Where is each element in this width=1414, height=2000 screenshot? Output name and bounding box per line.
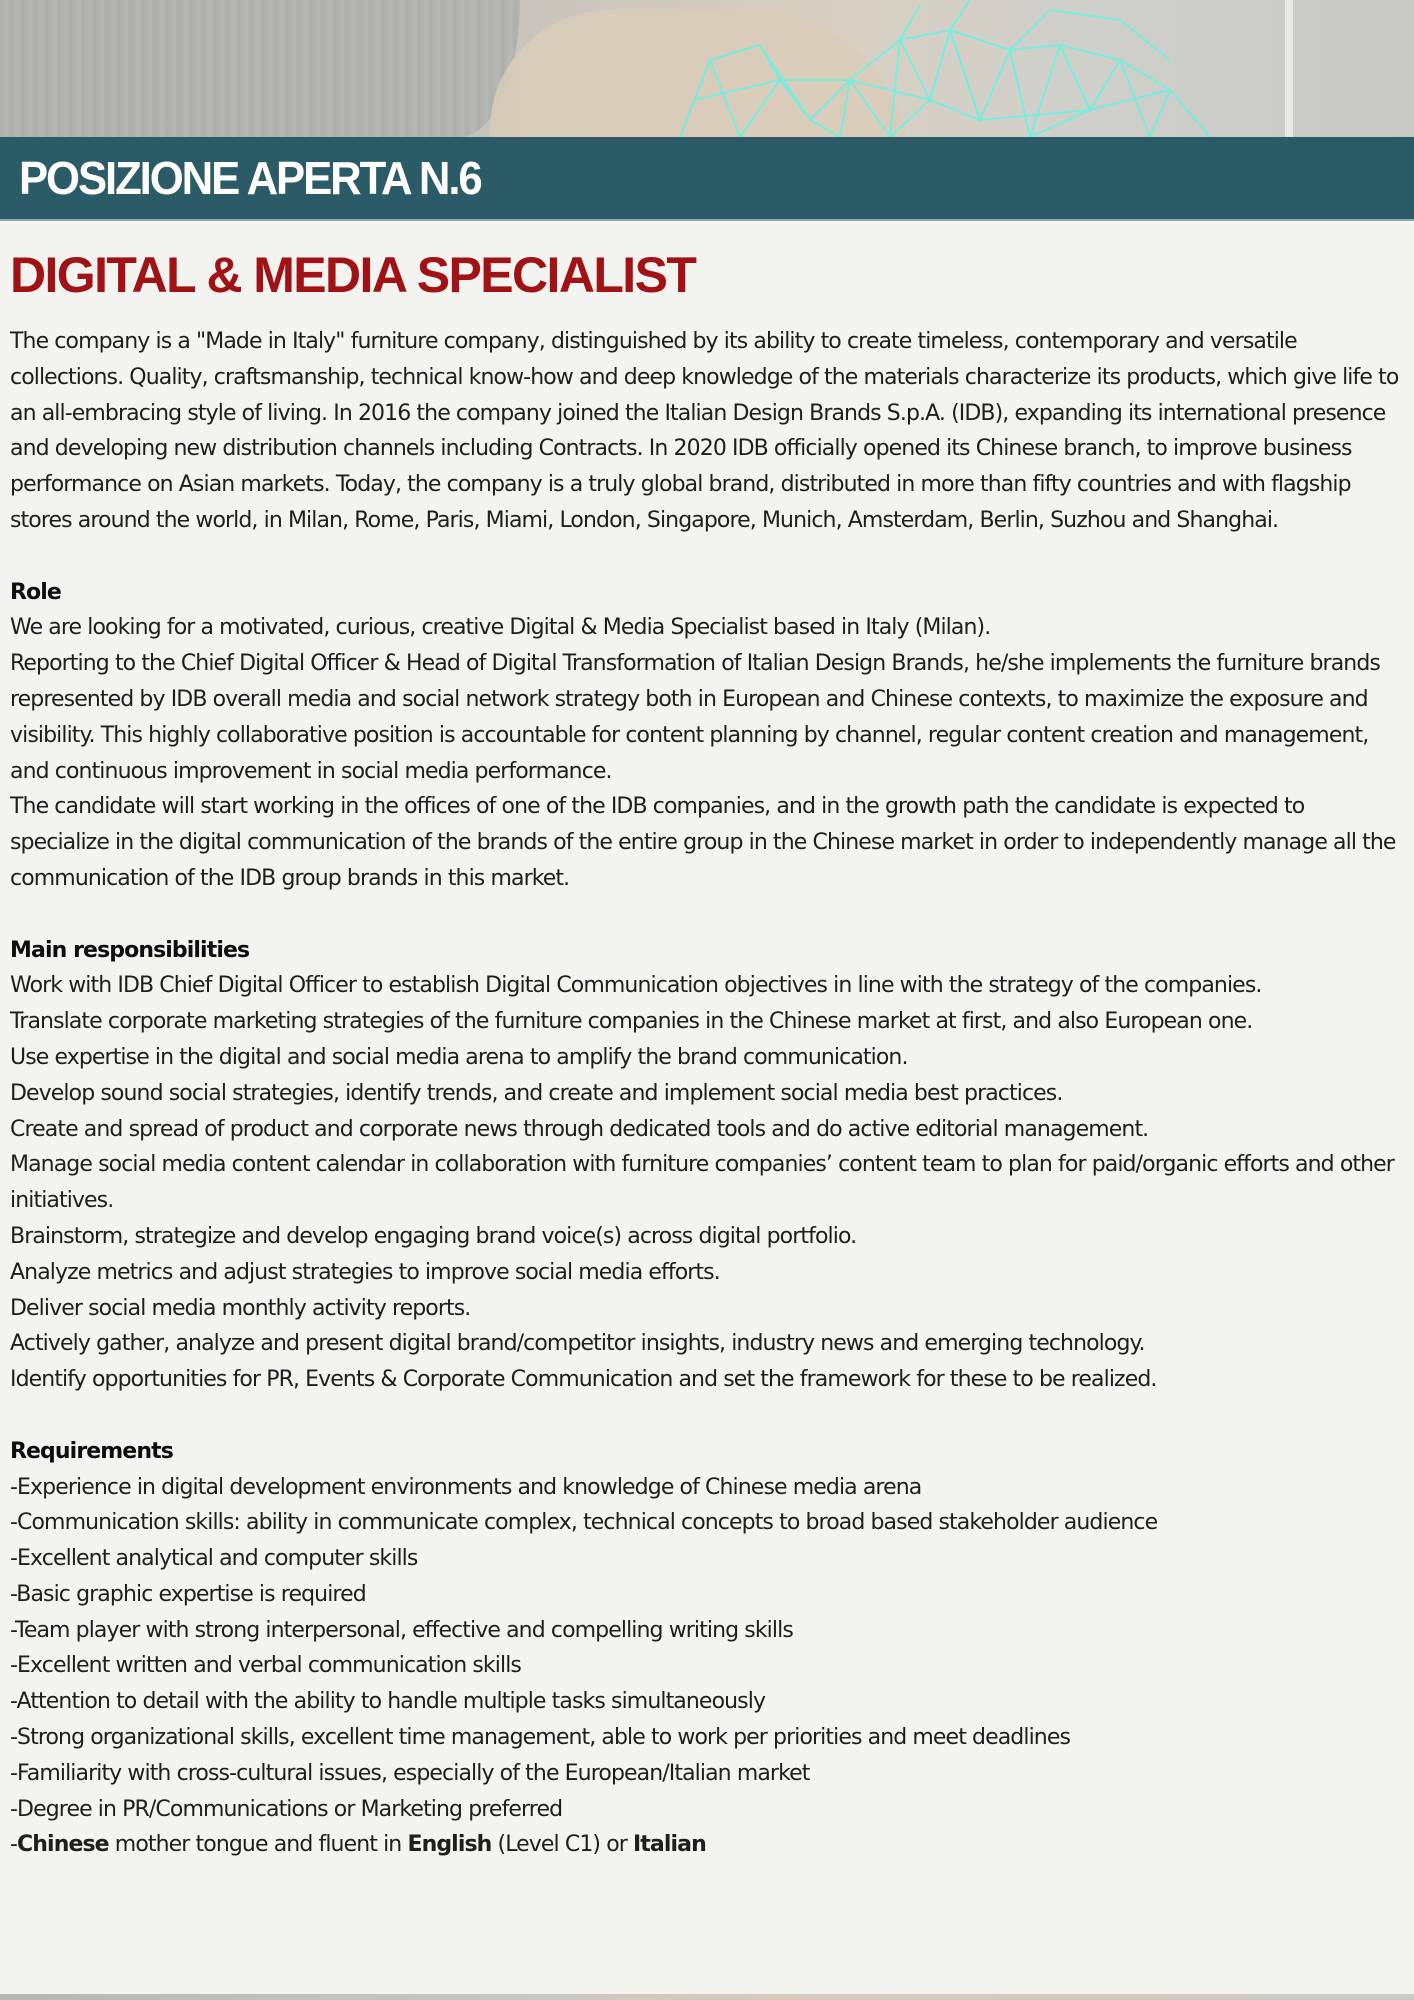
requirements-heading: Requirements bbox=[10, 1438, 173, 1464]
hero-image bbox=[0, 0, 1414, 137]
requirement-item: -Strong organizational skills, excellent time management, able to work per priorities and meet deadlines bbox=[10, 1725, 1071, 1751]
responsibilities-heading: Main responsibilities bbox=[10, 937, 250, 963]
responsibility-item: Develop sound social strategies, identify trends, and create and implement social media best practices. bbox=[10, 1080, 1063, 1106]
responsibility-item: Use expertise in the digital and social media arena to amplify the brand communication. bbox=[10, 1044, 908, 1070]
dash: - bbox=[10, 1832, 18, 1858]
requirement-item: -Degree in PR/Communications or Marketing preferred bbox=[10, 1796, 563, 1822]
role-line: We are looking for a motivated, curious, creative Digital & Media Specialist based in Italy (Milan). bbox=[10, 615, 991, 641]
requirement-item: -Attention to detail with the ability to handle multiple tasks simultaneously bbox=[10, 1689, 766, 1715]
role-heading: Role bbox=[10, 579, 61, 605]
banner-title: POSIZIONE APERTA N.6 bbox=[19, 152, 481, 204]
responsibility-item: Brainstorm, strategize and develop engaging brand voice(s) across digital portfolio. bbox=[10, 1223, 857, 1249]
job-title: DIGITAL & MEDIA SPECIALIST bbox=[10, 247, 696, 303]
footer-image-strip bbox=[0, 1994, 1414, 2000]
responsibility-item: Manage social media content calendar in collaboration with furniture companies’ content team to plan for paid/organic efforts and other initiatives. bbox=[10, 1152, 1394, 1214]
sweater-sleeve bbox=[0, 0, 520, 137]
responsibility-item: Work with IDB Chief Digital Officer to establish Digital Communication objectives in line with the strategy of the companies. bbox=[10, 973, 1262, 999]
requirement-item: -Excellent written and verbal communication skills bbox=[10, 1653, 521, 1679]
responsibility-item: Analyze metrics and adjust strategies to improve social media efforts. bbox=[10, 1259, 720, 1285]
requirement-item: -Excellent analytical and computer skills bbox=[10, 1546, 418, 1572]
requirement-item: -Team player with strong interpersonal, effective and compelling writing skills bbox=[10, 1617, 793, 1643]
requirement-item: -Familiarity with cross-cultural issues, especially of the European/Italian market bbox=[10, 1760, 810, 1786]
language-chinese: Chinese bbox=[17, 1832, 109, 1858]
digital-mesh-icon bbox=[650, 0, 1270, 137]
language-italian: Italian bbox=[633, 1832, 706, 1858]
role-line: The candidate will start working in the offices of one of the IDB companies, and in the growth path the candidate is expected to specialize in the digital communication of the brands of the entire group in the Chinese market in order to independently manage all the communication of the IDB group brands in this market. bbox=[10, 794, 1396, 891]
requirement-item: -Basic graphic expertise is required bbox=[10, 1581, 366, 1607]
responsibility-item: Create and spread of product and corporate news through dedicated tools and do active editorial management. bbox=[10, 1116, 1149, 1142]
language-text: mother tongue and fluent in bbox=[108, 1832, 408, 1858]
job-description bbox=[10, 324, 1406, 1863]
requirement-item: -Communication skills: ability in communicate complex, technical concepts to broad based stakeholder audience bbox=[10, 1510, 1158, 1536]
device-frame bbox=[1285, 0, 1293, 137]
responsibility-item: Translate corporate marketing strategies of the furniture companies in the Chinese market at first, and also European one. bbox=[10, 1009, 1253, 1035]
language-english: English bbox=[407, 1832, 492, 1858]
language-text: (Level C1) or bbox=[491, 1832, 633, 1858]
responsibility-item: Actively gather, analyze and present digital brand/competitor insights, industry news and emerging technology. bbox=[10, 1331, 1145, 1357]
intro-paragraph: The company is a "Made in Italy" furniture company, distinguished by its ability to create timeless, contemporary and versatile collections. Quality, craftsmanship, technical know-how and deep knowledge of the materials characterize its products, which give life to an all-embracing style of living. In 2016 the company joined the Italian Design Brands S.p.A. (IDB), expanding its international presence and developing new distribution channels including Contracts. In 2020 IDB officially opened its Chinese branch, to improve business performance on Asian markets. Today, the company is a truly global brand, distributed in more than fifty countries and with flagship stores around the world, in Milan, Rome, Paris, Miami, London, Singapore, Munich, Amsterdam, Berlin, Suzhou and Shanghai. bbox=[10, 329, 1399, 533]
role-line: Reporting to the Chief Digital Officer & Head of Digital Transformation of Italian Design Brands, he/she implements the furniture brands represented by IDB overall media and social network strategy both in European and Chinese contexts, to maximize the exposure and visibility. This highly collaborative position is accountable for content planning by channel, regular content creation and management, and continuous improvement in social media performance. bbox=[10, 651, 1380, 784]
requirement-item-languages bbox=[10, 1827, 1406, 1863]
responsibility-item: Identify opportunities for PR, Events & Corporate Communication and set the framework for these to be realized. bbox=[10, 1367, 1157, 1393]
requirement-item: -Experience in digital development environments and knowledge of Chinese media arena bbox=[10, 1474, 922, 1500]
responsibility-item: Deliver social media monthly activity reports. bbox=[10, 1295, 471, 1321]
